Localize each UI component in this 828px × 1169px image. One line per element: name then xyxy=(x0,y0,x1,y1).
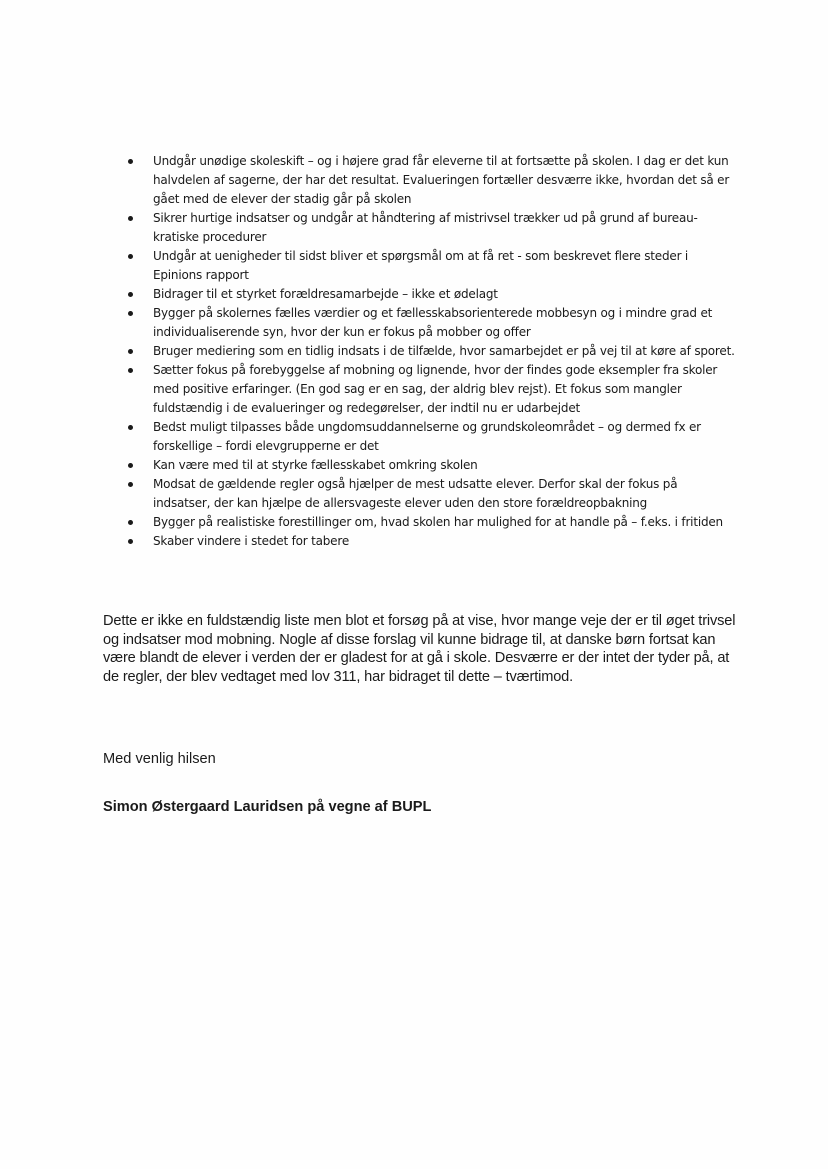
list-item xyxy=(124,285,736,304)
list-item xyxy=(124,342,736,361)
list-item-text: Modsat de gældende regler også hjælper de mest udsatte elever. Derfor skal der fokus på indsatser, der kan hjælpe de allersvageste elever uden den store forældreopbakning xyxy=(153,477,678,510)
signature-line: Simon Østergaard Lauridsen på vegne af BUPL xyxy=(103,799,432,815)
list-item-text: Sikrer hurtige indsatser og undgår at håndtering af mistrivsel trækker ud på grund af bureau-kratiske procedurer xyxy=(153,211,698,244)
list-item xyxy=(124,532,736,551)
list-item xyxy=(124,152,736,209)
list-item xyxy=(124,304,736,342)
closing-greeting: Med venlig hilsen xyxy=(103,751,216,767)
bullet-icon xyxy=(128,425,133,430)
list-item-text: Bruger mediering som en tidlig indsats i de tilfælde, hvor samarbejdet er på vej til at køre af sporet. xyxy=(153,344,735,358)
bullet-icon xyxy=(128,159,133,164)
bullet-icon xyxy=(128,520,133,525)
bullet-icon xyxy=(128,254,133,259)
list-item-text: Skaber vindere i stedet for tabere xyxy=(153,534,349,548)
bullet-icon xyxy=(128,482,133,487)
list-item-text: Kan være med til at styrke fællesskabet omkring skolen xyxy=(153,458,478,472)
list-item-text: Undgår at uenigheder til sidst bliver et spørgsmål om at få ret - som beskrevet flere steder i Epinions rapport xyxy=(153,249,689,282)
bullet-icon xyxy=(128,349,133,354)
list-item xyxy=(124,361,736,418)
list-item-text: Bidrager til et styrket forældresamarbejde – ikke et ødelagt xyxy=(153,287,498,301)
list-item-text: Sætter fokus på forebyggelse af mobning og lignende, hvor der findes gode eksempler fra skoler med positive erfaringer. (En god sag er en sag, der aldrig blev rejst). Et fokus som mangler fuldstændig i de evalueringer og redegørelser, der indtil nu er udarbejdet xyxy=(153,363,718,415)
list-item xyxy=(124,475,736,513)
list-item xyxy=(124,513,736,532)
list-item xyxy=(124,418,736,456)
list-item-text: Bygger på realistiske forestillinger om, hvad skolen har mulighed for at handle på – f.eks. i fritiden xyxy=(153,515,723,529)
bullet-icon xyxy=(128,539,133,544)
bullet-icon xyxy=(128,311,133,316)
list-item-text: Undgår unødige skoleskift – og i højere grad får eleverne til at fortsætte på skolen. I dag er det kun halvdelen af sagerne, der har det resultat. Evalueringen fortæller desværre ikke, hvordan det så er gået med de elever der stadig går på skolen xyxy=(153,154,730,206)
bullet-icon xyxy=(128,368,133,373)
bullet-icon xyxy=(128,463,133,468)
bullet-icon xyxy=(128,216,133,221)
body-paragraph: Dette er ikke en fuldstændig liste men blot et forsøg på at vise, hvor mange veje der er til øget trivsel og indsatser mod mobning. Nogle af disse forslag vil kunne bidrage til, at danske børn fortsat kan være blandt de elever i verden der er gladest for at gå i skole. Desværre er der intet der tyder på, at de regler, der blev vedtaget med lov 311, har bidraget til dette – tværtimod. xyxy=(103,613,736,685)
list-item-text: Bedst muligt tilpasses både ungdomsuddannelserne og grundskoleområdet – og dermed fx er forskellige – fordi elevgrupperne er det xyxy=(153,420,701,453)
bullet-icon xyxy=(128,292,133,297)
list-item xyxy=(124,456,736,475)
list-item-text: Bygger på skolernes fælles værdier og et fællesskabsorienterede mobbesyn og i mindre grad et individualiserende syn, hvor der kun er fokus på mobber og offer xyxy=(153,306,713,339)
bullet-list xyxy=(124,152,736,551)
list-item xyxy=(124,209,736,247)
list-item xyxy=(124,247,736,285)
